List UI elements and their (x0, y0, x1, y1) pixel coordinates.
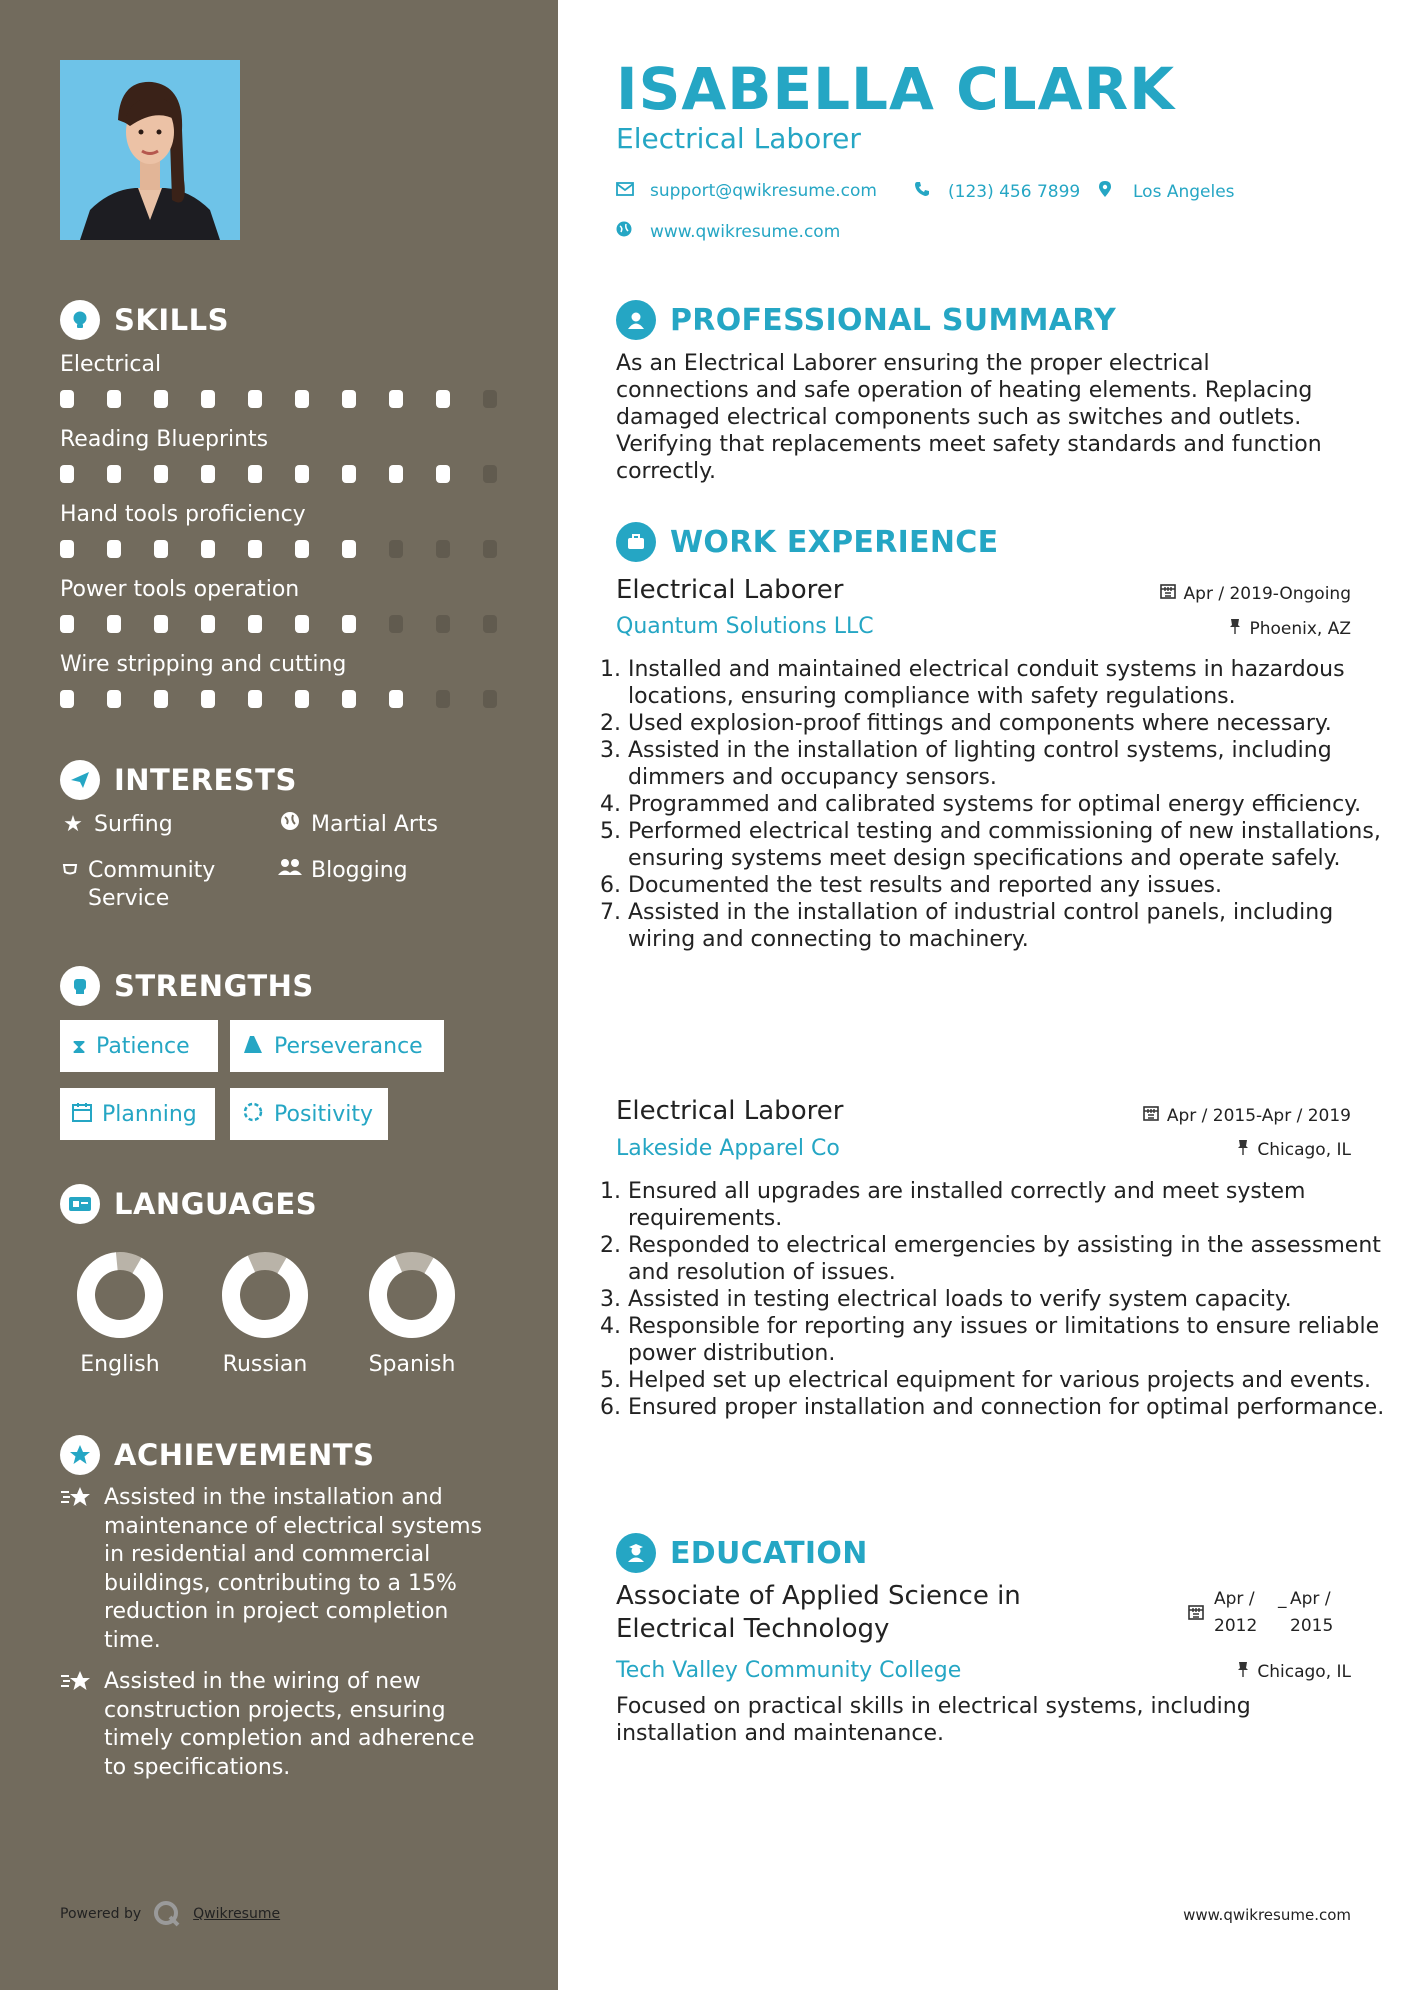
lightbulb-icon (60, 300, 100, 340)
education-dates: Apr / 2012 _ Apr / 2015 (1188, 1586, 1354, 1640)
skill-dot (389, 690, 403, 708)
skill-dot (248, 465, 262, 483)
education-heading: EDUCATION (616, 1533, 868, 1573)
languages-heading: LANGUAGES (60, 1184, 317, 1224)
skill-dot (248, 615, 262, 633)
language-name: Russian (222, 1352, 308, 1377)
graduate-icon (616, 1533, 656, 1573)
skill-dot (342, 690, 356, 708)
skill-dot (295, 390, 309, 408)
contact-phone[interactable]: (123) 456 7899 (914, 181, 1080, 202)
candidate-role: Electrical Laborer (616, 122, 861, 155)
achievements-heading: ACHIEVEMENTS (60, 1435, 374, 1475)
skill-dot (154, 540, 168, 558)
duty-item: 3. Assisted in the installation of lighting control systems, including dimmers and occupancy sensors. (628, 737, 1388, 791)
skill-dot (201, 390, 215, 408)
skill-dot (342, 540, 356, 558)
duty-item: 7. Assisted in the installation of industrial control panels, including wiring and connecting to machinery. (628, 899, 1388, 953)
paper-plane-icon (60, 760, 100, 800)
skill-dot (483, 615, 497, 633)
qwikresume-link[interactable]: Qwikresume (193, 1906, 281, 1922)
globe-icon (277, 811, 303, 839)
users-icon (277, 857, 303, 885)
skill-dot (201, 690, 215, 708)
pushpin-icon (1237, 1139, 1249, 1160)
skill-dot (389, 540, 403, 558)
skill-dot (60, 465, 74, 483)
skill-dot (60, 540, 74, 558)
skill-dot (60, 615, 74, 633)
strength-chip: ⧗ Patience (60, 1020, 218, 1072)
language-item (342, 1250, 482, 1377)
sidebar (0, 0, 558, 1990)
pushpin-icon (1229, 618, 1241, 639)
duty-item: 2. Used explosion-proof fittings and components where necessary. (628, 710, 1388, 737)
skill-dot (295, 615, 309, 633)
job-title: Electrical Laborer (616, 1096, 844, 1126)
calendar-icon (1160, 583, 1176, 604)
user-icon (616, 300, 656, 340)
strength-chip: Positivity (230, 1088, 388, 1140)
trophy-star-icon (60, 1435, 100, 1475)
skill-dot (248, 690, 262, 708)
skill-dot (60, 690, 74, 708)
phone-icon (914, 181, 932, 202)
spinner-icon (242, 1101, 264, 1128)
hourglass-icon: ⧗ (72, 1034, 87, 1058)
language-item (195, 1250, 335, 1377)
skill-dot (107, 465, 121, 483)
skill-name: Electrical (60, 352, 162, 377)
contact-website[interactable]: www.qwikresume.com (616, 221, 840, 242)
shooting-star-icon (60, 1668, 92, 1782)
job-dates: Apr / 2015-Apr / 2019 (1143, 1105, 1351, 1126)
job-location: Chicago, IL (1237, 1139, 1351, 1160)
language-level-ring (75, 1250, 165, 1340)
duty-item: 2. Responded to electrical emergencies by assisting in the assessment and resolution of issues. (628, 1232, 1388, 1286)
skill-level-bar (60, 540, 530, 558)
skill-dot (107, 390, 121, 408)
duty-item: 4. Programmed and calibrated systems for optimal energy efficiency. (628, 791, 1388, 818)
job-duties (588, 1178, 1388, 1421)
skill-dot (295, 690, 309, 708)
language-name: Spanish (368, 1352, 456, 1377)
education-location: Chicago, IL (1237, 1661, 1351, 1682)
education-school: Tech Valley Community College (616, 1658, 962, 1683)
duty-item: 5. Performed electrical testing and commissioning of new installations, ensuring systems meet design specifications and operate safely. (628, 818, 1388, 872)
skill-dot (154, 390, 168, 408)
qwikresume-logo-icon (153, 1900, 181, 1928)
interest-item: Community Service (60, 857, 250, 913)
education-description: Focused on practical skills in electrical systems, including installation and maintenance. (616, 1694, 1251, 1746)
interest-item: Martial Arts (277, 811, 438, 839)
skill-level-bar (60, 615, 530, 633)
summary-heading: PROFESSIONAL SUMMARY (616, 300, 1116, 340)
map-pin-icon (1099, 181, 1117, 202)
skill-dot (389, 465, 403, 483)
calendar-icon (1188, 1586, 1204, 1640)
language-item (50, 1250, 190, 1377)
duty-item: 4. Responsible for reporting any issues or limitations to ensure reliable power distribution. (628, 1313, 1388, 1367)
powered-by: Powered by Qwikresume (60, 1900, 280, 1928)
fist-icon (60, 966, 100, 1006)
strength-chip: Planning (60, 1088, 215, 1140)
interest-item: ★ Surfing (60, 811, 173, 839)
job-company: Quantum Solutions LLC (616, 614, 874, 639)
skill-dot (154, 615, 168, 633)
job-duties (588, 656, 1388, 953)
skill-dot (342, 615, 356, 633)
skill-dot (483, 540, 497, 558)
hand-icon (60, 857, 80, 885)
strengths-heading: STRENGTHS (60, 966, 314, 1006)
job-location: Phoenix, AZ (1229, 618, 1351, 639)
skill-dot (107, 615, 121, 633)
duty-item: 3. Assisted in testing electrical loads to verify system capacity. (628, 1286, 1388, 1313)
contact-email[interactable]: support@qwikresume.com (616, 181, 877, 201)
education-end: Apr / 2015 (1290, 1589, 1334, 1636)
duty-item: 5. Helped set up electrical equipment for various projects and events. (628, 1367, 1388, 1394)
footer-website[interactable]: www.qwikresume.com (1183, 1906, 1351, 1924)
job-company: Lakeside Apparel Co (616, 1136, 840, 1161)
skill-name: Reading Blueprints (60, 427, 269, 452)
achievement-item: Assisted in the wiring of new construction projects, ensuring timely completion and adherence to specifications. (60, 1668, 500, 1782)
job-dates: Apr / 2019-Ongoing (1160, 583, 1351, 604)
skill-dot (389, 615, 403, 633)
job-title: Electrical Laborer (616, 575, 844, 605)
skill-dot (154, 690, 168, 708)
skill-dot (483, 690, 497, 708)
candidate-name: ISABELLA CLARK (616, 55, 1176, 123)
skill-dot (436, 540, 450, 558)
pushpin-icon (1237, 1661, 1249, 1682)
contact-location: Los Angeles (1099, 181, 1235, 202)
skill-dot (295, 465, 309, 483)
skill-dot (107, 690, 121, 708)
skill-dot (436, 690, 450, 708)
duty-item: 1. Installed and maintained electrical conduit systems in hazardous locations, ensuring compliance with safety regulations. (628, 656, 1388, 710)
skill-level-bar (60, 690, 530, 708)
duty-item: 1. Ensured all upgrades are installed correctly and meet system requirements. (628, 1178, 1388, 1232)
envelope-icon (616, 181, 634, 201)
education-degree: Associate of Applied Science in Electrical Technology (616, 1581, 1021, 1644)
education-start: Apr / 2012 (1214, 1589, 1258, 1636)
duty-item: 6. Documented the test results and reported any issues. (628, 872, 1388, 899)
skill-dot (248, 390, 262, 408)
interests-heading: INTERESTS (60, 760, 297, 800)
skills-heading: SKILLS (60, 300, 229, 340)
skill-dot (389, 390, 403, 408)
skill-level-bar (60, 390, 530, 408)
skill-level-bar (60, 465, 530, 483)
summary-text: As an Electrical Laborer ensuring the proper electrical connections and safe operation of heating elements. Replacing damaged electrical components such as switches and outlets. Verifying that replacements meet safety standards and function correctly. (616, 351, 1322, 484)
skill-dot (201, 465, 215, 483)
skill-dot (342, 390, 356, 408)
skill-name: Hand tools proficiency (60, 502, 306, 527)
shooting-star-icon (60, 1484, 92, 1655)
skill-dot (154, 465, 168, 483)
skill-name: Power tools operation (60, 577, 300, 602)
skill-dot (201, 540, 215, 558)
star-icon: ★ (63, 812, 83, 837)
skill-dot (436, 465, 450, 483)
calendar-icon (1143, 1105, 1159, 1126)
skill-dot (342, 465, 356, 483)
language-icon (60, 1184, 100, 1224)
skill-dot (248, 540, 262, 558)
main-content (558, 0, 1407, 1990)
interest-item: Blogging (277, 857, 408, 885)
skill-dot (295, 540, 309, 558)
skill-dot (483, 390, 497, 408)
profile-photo (60, 60, 240, 240)
briefcase-icon (616, 522, 656, 562)
skill-dot (107, 540, 121, 558)
experience-heading: WORK EXPERIENCE (616, 522, 998, 562)
duty-item: 6. Ensured proper installation and connection for optimal performance. (628, 1394, 1388, 1421)
strength-chip: Perseverance (230, 1020, 444, 1072)
calendar-icon (72, 1102, 92, 1127)
skill-dot (436, 615, 450, 633)
language-level-ring (367, 1250, 457, 1340)
language-level-ring (220, 1250, 310, 1340)
skill-dot (201, 615, 215, 633)
skill-dot (60, 390, 74, 408)
language-name: English (80, 1352, 160, 1377)
climber-icon (242, 1034, 264, 1059)
skill-dot (483, 465, 497, 483)
globe-icon (616, 221, 634, 242)
achievement-item: Assisted in the installation and maintenance of electrical systems in residential and commercial buildings, contributing to a 15% reduction in project completion time. (60, 1484, 500, 1655)
skill-dot (436, 390, 450, 408)
skill-name: Wire stripping and cutting (60, 652, 347, 677)
